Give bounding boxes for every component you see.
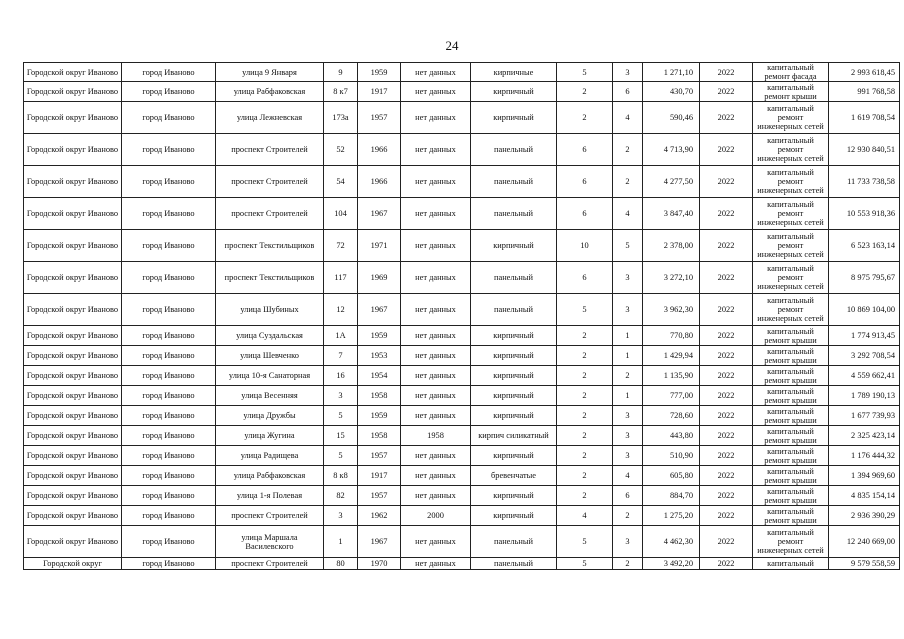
cell-entrances: 3 bbox=[613, 426, 643, 446]
cell-year-reconstructed: нет данных bbox=[401, 526, 471, 558]
cell-street: проспект Строителей bbox=[216, 166, 324, 198]
cell-area: 510,90 bbox=[643, 446, 700, 466]
cell-district: Городской округ Иваново bbox=[24, 386, 122, 406]
cell-settlement: город Иваново bbox=[122, 406, 216, 426]
cell-cost: 12 240 669,00 bbox=[829, 526, 900, 558]
cell-year-built: 1958 bbox=[358, 386, 401, 406]
cell-floors: 2 bbox=[557, 82, 613, 102]
cell-area: 430,70 bbox=[643, 82, 700, 102]
cell-area: 443,80 bbox=[643, 426, 700, 446]
cell-plan-year: 2022 bbox=[700, 366, 753, 386]
cell-year-built: 1957 bbox=[358, 102, 401, 134]
cell-plan-year: 2022 bbox=[700, 486, 753, 506]
cell-cost: 1 619 708,54 bbox=[829, 102, 900, 134]
cell-floors: 5 bbox=[557, 294, 613, 326]
cell-floors: 5 bbox=[557, 558, 613, 570]
cell-entrances: 2 bbox=[613, 366, 643, 386]
cell-house: 1А bbox=[324, 326, 358, 346]
cell-work-type: капитальный ремонт крыши bbox=[753, 366, 829, 386]
cell-district: Городской округ Иваново bbox=[24, 262, 122, 294]
page-number: 24 bbox=[445, 38, 459, 53]
cell-wall-material: бревенчатые bbox=[471, 466, 557, 486]
cell-cost: 1 677 739,93 bbox=[829, 406, 900, 426]
cell-year-reconstructed: 2000 bbox=[401, 506, 471, 526]
cell-entrances: 2 bbox=[613, 166, 643, 198]
cell-house: 173а bbox=[324, 102, 358, 134]
cell-work-type: капитальный ремонт фасада bbox=[753, 63, 829, 82]
cell-house: 9 bbox=[324, 63, 358, 82]
cell-work-type: капитальный ремонт крыши bbox=[753, 82, 829, 102]
cell-cost: 10 553 918,36 bbox=[829, 198, 900, 230]
cell-plan-year: 2022 bbox=[700, 134, 753, 166]
cell-year-reconstructed: нет данных bbox=[401, 486, 471, 506]
table-row bbox=[24, 166, 900, 198]
cell-district: Городской округ Иваново bbox=[24, 526, 122, 558]
cell-plan-year: 2022 bbox=[700, 63, 753, 82]
cell-work-type: капитальный ремонт инженерных сетей bbox=[753, 230, 829, 262]
cell-settlement: город Иваново bbox=[122, 262, 216, 294]
cell-work-type: капитальный ремонт крыши bbox=[753, 406, 829, 426]
cell-street: улица 1-я Полевая bbox=[216, 486, 324, 506]
table-row bbox=[24, 294, 900, 326]
cell-floors: 2 bbox=[557, 486, 613, 506]
cell-wall-material: кирпичные bbox=[471, 63, 557, 82]
cell-house: 7 bbox=[324, 346, 358, 366]
cell-year-reconstructed: нет данных bbox=[401, 366, 471, 386]
cell-plan-year: 2022 bbox=[700, 346, 753, 366]
cell-house: 15 bbox=[324, 426, 358, 446]
cell-year-reconstructed: нет данных bbox=[401, 406, 471, 426]
cell-cost: 9 579 558,59 bbox=[829, 558, 900, 570]
cell-plan-year: 2022 bbox=[700, 426, 753, 446]
cell-street: улица Радищева bbox=[216, 446, 324, 466]
cell-year-reconstructed: нет данных bbox=[401, 386, 471, 406]
cell-work-type: капитальный ремонт инженерных сетей bbox=[753, 526, 829, 558]
cell-area: 3 847,40 bbox=[643, 198, 700, 230]
cell-year-built: 1971 bbox=[358, 230, 401, 262]
cell-cost: 11 733 738,58 bbox=[829, 166, 900, 198]
cell-entrances: 4 bbox=[613, 198, 643, 230]
cell-year-built: 1967 bbox=[358, 198, 401, 230]
cell-plan-year: 2022 bbox=[700, 466, 753, 486]
cell-area: 605,80 bbox=[643, 466, 700, 486]
cell-floors: 2 bbox=[557, 446, 613, 466]
cell-floors: 2 bbox=[557, 466, 613, 486]
cell-year-built: 1954 bbox=[358, 366, 401, 386]
cell-floors: 5 bbox=[557, 63, 613, 82]
cell-settlement: город Иваново bbox=[122, 198, 216, 230]
table-row bbox=[24, 346, 900, 366]
cell-floors: 2 bbox=[557, 426, 613, 446]
table-row bbox=[24, 230, 900, 262]
cell-district: Городской округ Иваново bbox=[24, 198, 122, 230]
table-row bbox=[24, 426, 900, 446]
cell-street: проспект Строителей bbox=[216, 506, 324, 526]
cell-wall-material: кирпичный bbox=[471, 446, 557, 466]
cell-year-reconstructed: нет данных bbox=[401, 134, 471, 166]
cell-plan-year: 2022 bbox=[700, 102, 753, 134]
table-row bbox=[24, 63, 900, 82]
cell-house: 5 bbox=[324, 446, 358, 466]
cell-year-reconstructed: нет данных bbox=[401, 102, 471, 134]
cell-settlement: город Иваново bbox=[122, 466, 216, 486]
cell-wall-material: кирпичный bbox=[471, 366, 557, 386]
cell-district: Городской округ Иваново bbox=[24, 82, 122, 102]
cell-settlement: город Иваново bbox=[122, 386, 216, 406]
cell-plan-year: 2022 bbox=[700, 294, 753, 326]
cell-work-type: капитальный ремонт инженерных сетей bbox=[753, 294, 829, 326]
cell-house: 3 bbox=[324, 506, 358, 526]
cell-area: 1 135,90 bbox=[643, 366, 700, 386]
cell-settlement: город Иваново bbox=[122, 134, 216, 166]
table-row bbox=[24, 486, 900, 506]
cell-year-reconstructed: нет данных bbox=[401, 326, 471, 346]
cell-work-type: капитальный ремонт инженерных сетей bbox=[753, 166, 829, 198]
cell-district: Городской округ Иваново bbox=[24, 326, 122, 346]
cell-year-built: 1962 bbox=[358, 506, 401, 526]
cell-year-built: 1957 bbox=[358, 446, 401, 466]
cell-plan-year: 2022 bbox=[700, 262, 753, 294]
cell-year-reconstructed: нет данных bbox=[401, 166, 471, 198]
cell-work-type: капитальный ремонт инженерных сетей bbox=[753, 262, 829, 294]
table-row bbox=[24, 386, 900, 406]
cell-area: 590,46 bbox=[643, 102, 700, 134]
cell-house: 8 к8 bbox=[324, 466, 358, 486]
cell-year-reconstructed: нет данных bbox=[401, 346, 471, 366]
cell-settlement: город Иваново bbox=[122, 230, 216, 262]
cell-street: улица Жугина bbox=[216, 426, 324, 446]
cell-cost: 8 975 795,67 bbox=[829, 262, 900, 294]
cell-area: 4 713,90 bbox=[643, 134, 700, 166]
cell-year-built: 1953 bbox=[358, 346, 401, 366]
cell-work-type: капитальный bbox=[753, 558, 829, 570]
cell-area: 3 272,10 bbox=[643, 262, 700, 294]
cell-work-type: капитальный ремонт крыши bbox=[753, 346, 829, 366]
cell-entrances: 3 bbox=[613, 406, 643, 426]
table-row bbox=[24, 446, 900, 466]
cell-year-reconstructed: нет данных bbox=[401, 262, 471, 294]
cell-street: улица Шубиных bbox=[216, 294, 324, 326]
cell-entrances: 3 bbox=[613, 63, 643, 82]
cell-area: 728,60 bbox=[643, 406, 700, 426]
cell-floors: 2 bbox=[557, 386, 613, 406]
cell-plan-year: 2022 bbox=[700, 326, 753, 346]
cell-wall-material: панельный bbox=[471, 558, 557, 570]
cell-cost: 2 936 390,29 bbox=[829, 506, 900, 526]
cell-wall-material: панельный bbox=[471, 526, 557, 558]
cell-floors: 6 bbox=[557, 262, 613, 294]
table-row bbox=[24, 366, 900, 386]
cell-cost: 3 292 708,54 bbox=[829, 346, 900, 366]
cell-settlement: город Иваново bbox=[122, 63, 216, 82]
cell-street: улица Дружбы bbox=[216, 406, 324, 426]
table-row bbox=[24, 82, 900, 102]
cell-house: 12 bbox=[324, 294, 358, 326]
cell-floors: 6 bbox=[557, 166, 613, 198]
cell-entrances: 4 bbox=[613, 102, 643, 134]
cell-district: Городской округ Иваново bbox=[24, 63, 122, 82]
cell-entrances: 1 bbox=[613, 326, 643, 346]
table-row bbox=[24, 326, 900, 346]
table-row bbox=[24, 198, 900, 230]
cell-house: 117 bbox=[324, 262, 358, 294]
table-row bbox=[24, 506, 900, 526]
cell-entrances: 2 bbox=[613, 134, 643, 166]
cell-wall-material: панельный bbox=[471, 262, 557, 294]
cell-year-reconstructed: 1958 bbox=[401, 426, 471, 446]
cell-wall-material: кирпичный bbox=[471, 486, 557, 506]
cell-wall-material: кирпичный bbox=[471, 506, 557, 526]
cell-year-reconstructed: нет данных bbox=[401, 82, 471, 102]
cell-settlement: город Иваново bbox=[122, 102, 216, 134]
cell-settlement: город Иваново bbox=[122, 82, 216, 102]
cell-street: улица Лежневская bbox=[216, 102, 324, 134]
cell-street: улица 10-я Санаторная bbox=[216, 366, 324, 386]
cell-area: 1 275,20 bbox=[643, 506, 700, 526]
cell-plan-year: 2022 bbox=[700, 558, 753, 570]
cell-entrances: 3 bbox=[613, 294, 643, 326]
cell-wall-material: панельный bbox=[471, 294, 557, 326]
cell-cost: 2 993 618,45 bbox=[829, 63, 900, 82]
cell-floors: 10 bbox=[557, 230, 613, 262]
cell-area: 2 378,00 bbox=[643, 230, 700, 262]
cell-entrances: 2 bbox=[613, 506, 643, 526]
cell-cost: 12 930 840,51 bbox=[829, 134, 900, 166]
cell-work-type: капитальный ремонт крыши bbox=[753, 506, 829, 526]
cell-street: улица 9 Января bbox=[216, 63, 324, 82]
cell-plan-year: 2022 bbox=[700, 446, 753, 466]
cell-plan-year: 2022 bbox=[700, 82, 753, 102]
cell-area: 1 271,10 bbox=[643, 63, 700, 82]
cell-year-reconstructed: нет данных bbox=[401, 230, 471, 262]
cell-entrances: 3 bbox=[613, 526, 643, 558]
cell-district: Городской округ Иваново bbox=[24, 486, 122, 506]
cell-year-built: 1967 bbox=[358, 294, 401, 326]
cell-wall-material: кирпичный bbox=[471, 346, 557, 366]
cell-entrances: 5 bbox=[613, 230, 643, 262]
cell-wall-material: панельный bbox=[471, 166, 557, 198]
cell-floors: 2 bbox=[557, 366, 613, 386]
cell-area: 3 492,20 bbox=[643, 558, 700, 570]
cell-settlement: город Иваново bbox=[122, 294, 216, 326]
cell-year-reconstructed: нет данных bbox=[401, 63, 471, 82]
cell-entrances: 4 bbox=[613, 466, 643, 486]
cell-floors: 6 bbox=[557, 198, 613, 230]
cell-house: 82 bbox=[324, 486, 358, 506]
cell-cost: 991 768,58 bbox=[829, 82, 900, 102]
cell-district: Городской округ Иваново bbox=[24, 102, 122, 134]
cell-cost: 6 523 163,14 bbox=[829, 230, 900, 262]
cell-year-reconstructed: нет данных bbox=[401, 466, 471, 486]
cell-wall-material: кирпичный bbox=[471, 102, 557, 134]
cell-cost: 10 869 104,00 bbox=[829, 294, 900, 326]
cell-street: проспект Строителей bbox=[216, 134, 324, 166]
cell-district: Городской округ Иваново bbox=[24, 366, 122, 386]
cell-settlement: город Иваново bbox=[122, 426, 216, 446]
cell-wall-material: панельный bbox=[471, 198, 557, 230]
cell-year-reconstructed: нет данных bbox=[401, 198, 471, 230]
cell-year-built: 1959 bbox=[358, 63, 401, 82]
cell-house: 52 bbox=[324, 134, 358, 166]
cell-street: проспект Строителей bbox=[216, 558, 324, 570]
cell-street: проспект Текстильщиков bbox=[216, 262, 324, 294]
cell-entrances: 1 bbox=[613, 386, 643, 406]
cell-wall-material: кирпичный bbox=[471, 406, 557, 426]
cell-year-built: 1967 bbox=[358, 526, 401, 558]
cell-area: 4 277,50 bbox=[643, 166, 700, 198]
cell-district: Городской округ Иваново bbox=[24, 166, 122, 198]
cell-plan-year: 2022 bbox=[700, 406, 753, 426]
cell-year-built: 1917 bbox=[358, 466, 401, 486]
cell-entrances: 3 bbox=[613, 446, 643, 466]
cell-year-built: 1959 bbox=[358, 406, 401, 426]
cell-plan-year: 2022 bbox=[700, 230, 753, 262]
cell-district: Городской округ Иваново bbox=[24, 466, 122, 486]
cell-settlement: город Иваново bbox=[122, 366, 216, 386]
cell-year-built: 1970 bbox=[358, 558, 401, 570]
cell-floors: 2 bbox=[557, 346, 613, 366]
table-row bbox=[24, 102, 900, 134]
cell-floors: 5 bbox=[557, 526, 613, 558]
cell-settlement: город Иваново bbox=[122, 166, 216, 198]
cell-street: улица Рабфаковская bbox=[216, 466, 324, 486]
cell-work-type: капитальный ремонт инженерных сетей bbox=[753, 198, 829, 230]
cell-area: 777,00 bbox=[643, 386, 700, 406]
cell-wall-material: кирпичный bbox=[471, 82, 557, 102]
table-body bbox=[24, 63, 900, 570]
cell-settlement: город Иваново bbox=[122, 526, 216, 558]
cell-year-built: 1957 bbox=[358, 486, 401, 506]
cell-house: 8 к7 bbox=[324, 82, 358, 102]
cell-floors: 2 bbox=[557, 406, 613, 426]
cell-street: улица Рабфаковская bbox=[216, 82, 324, 102]
cell-floors: 2 bbox=[557, 326, 613, 346]
cell-wall-material: кирпичный bbox=[471, 386, 557, 406]
cell-cost: 2 325 423,14 bbox=[829, 426, 900, 446]
cell-work-type: капитальный ремонт инженерных сетей bbox=[753, 134, 829, 166]
cell-cost: 1 774 913,45 bbox=[829, 326, 900, 346]
cell-settlement: город Иваново bbox=[122, 346, 216, 366]
cell-work-type: капитальный ремонт крыши bbox=[753, 326, 829, 346]
cell-work-type: капитальный ремонт крыши bbox=[753, 466, 829, 486]
table-row bbox=[24, 466, 900, 486]
cell-cost: 4 835 154,14 bbox=[829, 486, 900, 506]
cell-plan-year: 2022 bbox=[700, 386, 753, 406]
cell-street: улица Суздальская bbox=[216, 326, 324, 346]
cell-house: 3 bbox=[324, 386, 358, 406]
cell-plan-year: 2022 bbox=[700, 506, 753, 526]
cell-cost: 1 394 969,60 bbox=[829, 466, 900, 486]
cell-settlement: город Иваново bbox=[122, 446, 216, 466]
cell-plan-year: 2022 bbox=[700, 526, 753, 558]
cell-street: проспект Строителей bbox=[216, 198, 324, 230]
cell-entrances: 3 bbox=[613, 262, 643, 294]
cell-year-built: 1958 bbox=[358, 426, 401, 446]
cell-year-built: 1969 bbox=[358, 262, 401, 294]
cell-street: улица Маршала Василевского bbox=[216, 526, 324, 558]
cell-district: Городской округ Иваново bbox=[24, 446, 122, 466]
cell-floors: 4 bbox=[557, 506, 613, 526]
cell-settlement: город Иваново bbox=[122, 326, 216, 346]
cell-work-type: капитальный ремонт крыши bbox=[753, 426, 829, 446]
cell-settlement: город Иваново bbox=[122, 486, 216, 506]
cell-wall-material: кирпичный bbox=[471, 230, 557, 262]
cell-district: Городской округ Иваново bbox=[24, 406, 122, 426]
cell-year-built: 1917 bbox=[358, 82, 401, 102]
cell-wall-material: панельный bbox=[471, 134, 557, 166]
cell-house: 72 bbox=[324, 230, 358, 262]
table-row bbox=[24, 262, 900, 294]
cell-cost: 4 559 662,41 bbox=[829, 366, 900, 386]
cell-settlement: город Иваново bbox=[122, 506, 216, 526]
cell-district: Городской округ Иваново bbox=[24, 506, 122, 526]
cell-work-type: капитальный ремонт инженерных сетей bbox=[753, 102, 829, 134]
cell-area: 770,80 bbox=[643, 326, 700, 346]
table-row bbox=[24, 526, 900, 558]
cell-house: 1 bbox=[324, 526, 358, 558]
cell-entrances: 6 bbox=[613, 82, 643, 102]
cell-district: Городской округ Иваново bbox=[24, 230, 122, 262]
cell-work-type: капитальный ремонт крыши bbox=[753, 446, 829, 466]
cell-area: 3 962,30 bbox=[643, 294, 700, 326]
cell-settlement: город Иваново bbox=[122, 558, 216, 570]
cell-entrances: 1 bbox=[613, 346, 643, 366]
cell-street: улица Шевченко bbox=[216, 346, 324, 366]
cell-work-type: капитальный ремонт крыши bbox=[753, 386, 829, 406]
cell-cost: 1 176 444,32 bbox=[829, 446, 900, 466]
table-row bbox=[24, 134, 900, 166]
cell-wall-material: кирпич силикатный bbox=[471, 426, 557, 446]
cell-area: 4 462,30 bbox=[643, 526, 700, 558]
cell-floors: 2 bbox=[557, 102, 613, 134]
cell-district: Городской округ bbox=[24, 558, 122, 570]
cell-district: Городской округ Иваново bbox=[24, 426, 122, 446]
cell-entrances: 6 bbox=[613, 486, 643, 506]
cell-year-reconstructed: нет данных bbox=[401, 446, 471, 466]
cell-house: 16 bbox=[324, 366, 358, 386]
cell-work-type: капитальный ремонт крыши bbox=[753, 486, 829, 506]
cell-street: улица Весенняя bbox=[216, 386, 324, 406]
cell-year-reconstructed: нет данных bbox=[401, 294, 471, 326]
cell-year-reconstructed: нет данных bbox=[401, 558, 471, 570]
cell-wall-material: кирпичный bbox=[471, 326, 557, 346]
cell-house: 5 bbox=[324, 406, 358, 426]
cell-street: проспект Текстильщиков bbox=[216, 230, 324, 262]
table-row bbox=[24, 406, 900, 426]
cell-cost: 1 789 190,13 bbox=[829, 386, 900, 406]
housing-repair-table bbox=[23, 62, 900, 570]
table-row bbox=[24, 558, 900, 570]
cell-district: Городской округ Иваново bbox=[24, 346, 122, 366]
cell-entrances: 2 bbox=[613, 558, 643, 570]
cell-area: 884,70 bbox=[643, 486, 700, 506]
cell-house: 80 bbox=[324, 558, 358, 570]
cell-plan-year: 2022 bbox=[700, 198, 753, 230]
cell-year-built: 1966 bbox=[358, 134, 401, 166]
cell-area: 1 429,94 bbox=[643, 346, 700, 366]
cell-year-built: 1959 bbox=[358, 326, 401, 346]
cell-house: 54 bbox=[324, 166, 358, 198]
cell-house: 104 bbox=[324, 198, 358, 230]
cell-plan-year: 2022 bbox=[700, 166, 753, 198]
cell-year-built: 1966 bbox=[358, 166, 401, 198]
cell-floors: 6 bbox=[557, 134, 613, 166]
cell-district: Городской округ Иваново bbox=[24, 134, 122, 166]
cell-district: Городской округ Иваново bbox=[24, 294, 122, 326]
